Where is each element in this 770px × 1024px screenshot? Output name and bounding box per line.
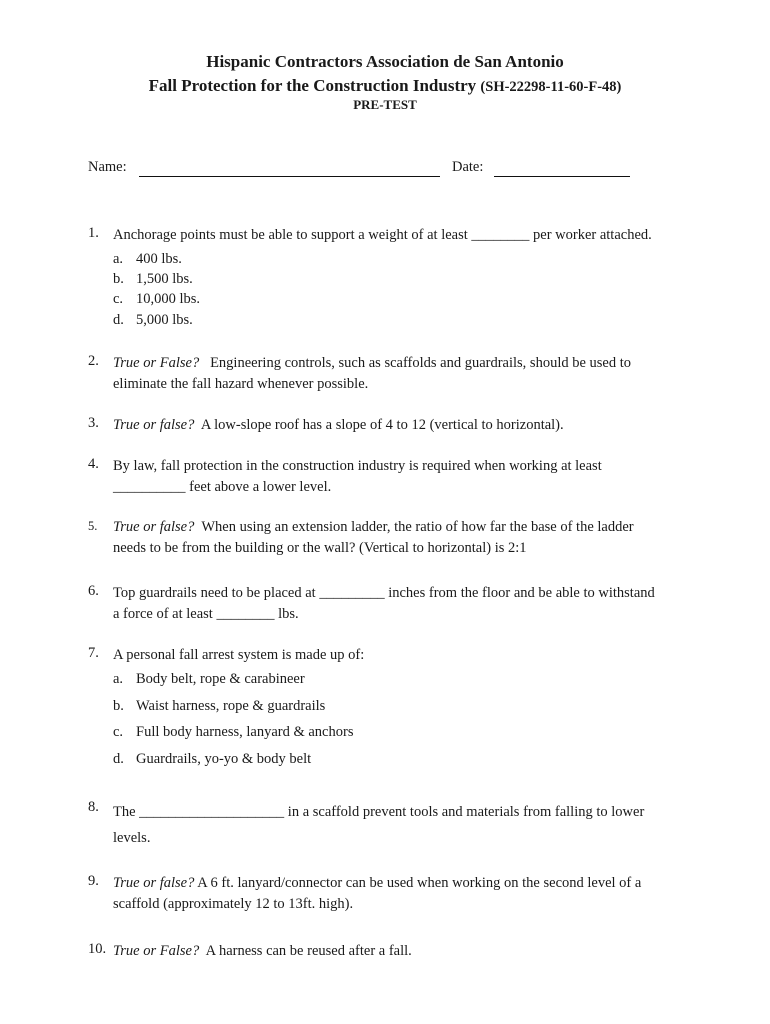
test-type: PRE-TEST xyxy=(353,97,417,112)
question-7-option-a[interactable]: a. Body belt, rope & carabineer xyxy=(113,671,305,687)
course-title xyxy=(0,76,770,96)
question-7-option-c[interactable]: c. Full body harness, lanyard & anchors xyxy=(113,724,354,740)
question-3-text: True or false? A low-slope roof has a slope of 4 to 12 (vertical to horizontal). xyxy=(113,417,564,433)
question-number: 7. xyxy=(88,645,99,661)
question-8-text: The ____________________ in a scaffold prevent tools and materials from falling to lower levels. xyxy=(113,804,645,846)
question-4-text: By law, fall protection in the construction industry is required when working at least __________ feet above a lower level. xyxy=(113,458,602,495)
question-1-option-a[interactable]: a. 400 lbs. xyxy=(113,251,182,267)
question-7-text: A personal fall arrest system is made up of: xyxy=(113,647,365,663)
course-code: (SH-22298-11-60-F-48) xyxy=(480,79,622,95)
question-2-text: True or False? Engineering controls, such as scaffolds and guardrails, should be used to eliminate the fall hazard whenever possible. xyxy=(113,355,632,392)
date-label: Date: xyxy=(452,159,484,175)
organization-title: Hispanic Contractors Association de San Antonio xyxy=(206,52,564,71)
question-1-option-c[interactable]: c. 10,000 lbs. xyxy=(113,291,201,307)
question-5-text: True or false? When using an extension ladder, the ratio of how far the base of the ladder needs to be from the building or the wall? (Vertical to horizontal) is 2:1 xyxy=(113,519,634,556)
question-10-text: True or False? A harness can be reused after a fall. xyxy=(113,943,412,959)
true-false-prefix: True or false? xyxy=(113,875,195,891)
true-false-prefix: True or False? xyxy=(113,943,200,959)
course-name: Fall Protection for the Construction Industry xyxy=(148,76,477,95)
question-1-option-b[interactable]: b. 1,500 lbs. xyxy=(113,271,193,287)
question-number: 9. xyxy=(88,873,99,889)
question-1-option-d[interactable]: d. 5,000 lbs. xyxy=(113,312,193,328)
question-number: 4. xyxy=(88,456,99,472)
question-number: 2. xyxy=(88,353,99,369)
question-number: 5. xyxy=(88,519,98,533)
name-label: Name: xyxy=(88,159,127,175)
true-false-prefix: True or false? xyxy=(113,417,195,433)
date-field[interactable] xyxy=(494,176,630,177)
question-6-text: Top guardrails need to be placed at _________ inches from the floor and be able to withstand a force of at least ________ lbs. xyxy=(113,585,655,622)
question-number: 3. xyxy=(88,415,99,431)
name-field[interactable] xyxy=(139,176,440,177)
true-false-prefix: True or false? xyxy=(113,519,195,535)
true-false-prefix: True or False? xyxy=(113,355,200,371)
question-number: 1. xyxy=(88,225,99,241)
question-9-text: True or false? A 6 ft. lanyard/connector can be used when working on the second level of a scaffold (approximately 12 to 13ft. high). xyxy=(113,875,642,912)
question-7-option-d[interactable]: d. Guardrails, yo-yo & body belt xyxy=(113,751,312,767)
question-1-text: Anchorage points must be able to support a weight of at least ________ per worker attached. xyxy=(113,227,652,243)
question-7-option-b[interactable]: b. Waist harness, rope & guardrails xyxy=(113,698,326,714)
question-number: 6. xyxy=(88,583,99,599)
question-number: 10. xyxy=(88,941,107,957)
question-number: 8. xyxy=(88,799,99,815)
